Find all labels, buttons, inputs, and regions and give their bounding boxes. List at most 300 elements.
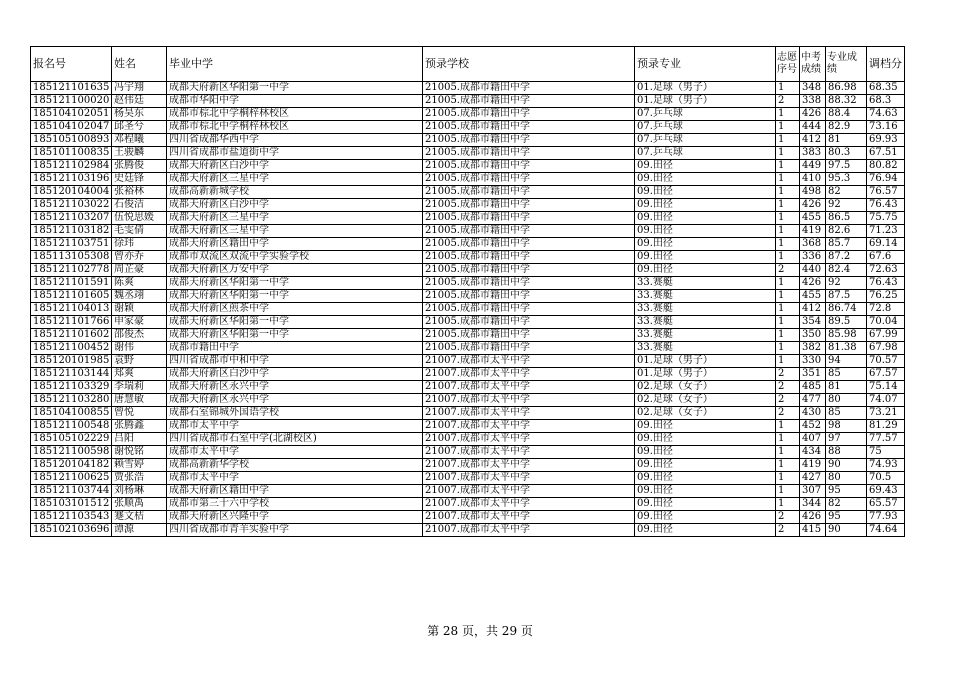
cell-graduating-school: 成都天府新区万安中学 (167, 264, 423, 277)
cell-exam-score: 440 (800, 264, 826, 277)
cell-graduating-school: 成都市太平中学 (167, 472, 423, 485)
cell-admitted-major: 09.田径 (635, 420, 776, 433)
cell-exam-score: 382 (800, 342, 826, 355)
cell-graduating-school: 成都市双流区双流中学实验学校 (167, 251, 423, 264)
cell-final-score: 67.57 (867, 368, 905, 381)
cell-admitting-school: 21007.成都市太平中学 (423, 498, 635, 511)
cell-preference-order: 1 (776, 251, 800, 264)
cell-graduating-school: 成都天府新区白沙中学 (167, 160, 423, 173)
cell-admitting-school: 21005.成都市籍田中学 (423, 329, 635, 342)
cell-admitting-school: 21005.成都市籍田中学 (423, 251, 635, 264)
cell-admitted-major: 07.乒乓球 (635, 121, 776, 134)
cell-admitted-major: 09.田径 (635, 212, 776, 225)
cell-graduating-school: 成都天府新区华阳第一中学 (167, 277, 423, 290)
cell-major-score: 82.6 (826, 225, 867, 238)
table-row (31, 238, 905, 251)
cell-preference-order: 1 (776, 212, 800, 225)
cell-preference-order: 2 (776, 368, 800, 381)
cell-exam-score: 455 (800, 212, 826, 225)
cell-exam-score: 426 (800, 108, 826, 121)
cell-admitting-school: 21005.成都市籍田中学 (423, 225, 635, 238)
cell-name: 蹇文桔 (112, 511, 167, 524)
cell-final-score: 69.43 (867, 485, 905, 498)
table-row (31, 160, 905, 173)
cell-name: 邵俊杰 (112, 329, 167, 342)
cell-admitted-major: 09.田径 (635, 238, 776, 251)
cell-final-score: 80.82 (867, 160, 905, 173)
cell-registration-number: 185104100855 (31, 407, 112, 420)
cell-admitted-major: 01.足球（男子） (635, 82, 776, 95)
cell-final-score: 74.63 (867, 108, 905, 121)
cell-final-score: 65.57 (867, 498, 905, 511)
cell-admitted-major: 33.赛艇 (635, 303, 776, 316)
cell-registration-number: 185101100835 (31, 147, 112, 160)
cell-registration-number: 185121103751 (31, 238, 112, 251)
cell-admitting-school: 21005.成都市籍田中学 (423, 173, 635, 186)
cell-admitting-school: 21005.成都市籍田中学 (423, 277, 635, 290)
table-row (31, 485, 905, 498)
cell-graduating-school: 成都天府新区华阳第一中学 (167, 329, 423, 342)
cell-preference-order: 1 (776, 303, 800, 316)
cell-admitting-school: 21007.成都市太平中学 (423, 511, 635, 524)
cell-exam-score: 410 (800, 173, 826, 186)
table-row (31, 394, 905, 407)
cell-admitted-major: 09.田径 (635, 186, 776, 199)
cell-major-score: 80 (826, 394, 867, 407)
table-row (31, 316, 905, 329)
cell-graduating-school: 成都天府新区华阳第一中学 (167, 290, 423, 303)
cell-registration-number: 185121103280 (31, 394, 112, 407)
table-row (31, 225, 905, 238)
cell-registration-number: 185121103744 (31, 485, 112, 498)
table-row (31, 368, 905, 381)
cell-name: 毛雯倩 (112, 225, 167, 238)
cell-admitted-major: 02.足球（女子） (635, 407, 776, 420)
cell-name: 谢悦铭 (112, 446, 167, 459)
cell-registration-number: 185121103207 (31, 212, 112, 225)
cell-registration-number: 185120101985 (31, 355, 112, 368)
cell-final-score: 76.25 (867, 290, 905, 303)
table-row (31, 459, 905, 472)
cell-admitted-major: 09.田径 (635, 433, 776, 446)
cell-admitted-major: 01.足球（男子） (635, 355, 776, 368)
cell-exam-score: 449 (800, 160, 826, 173)
cell-registration-number: 185121101605 (31, 290, 112, 303)
cell-admitting-school: 21005.成都市籍田中学 (423, 186, 635, 199)
cell-registration-number: 185121100598 (31, 446, 112, 459)
table-row (31, 381, 905, 394)
cell-exam-score: 307 (800, 485, 826, 498)
cell-final-score: 73.16 (867, 121, 905, 134)
cell-admitted-major: 09.田径 (635, 524, 776, 537)
cell-registration-number: 185121100548 (31, 420, 112, 433)
cell-admitted-major: 09.田径 (635, 485, 776, 498)
cell-final-score: 67.98 (867, 342, 905, 355)
cell-admitting-school: 21007.成都市太平中学 (423, 368, 635, 381)
cell-exam-score: 412 (800, 134, 826, 147)
cell-preference-order: 1 (776, 472, 800, 485)
cell-preference-order: 1 (776, 290, 800, 303)
cell-final-score: 76.57 (867, 186, 905, 199)
cell-registration-number: 185121102984 (31, 160, 112, 173)
cell-name: 魏丞翊 (112, 290, 167, 303)
cell-name: 邓程曦 (112, 134, 167, 147)
cell-exam-score: 419 (800, 459, 826, 472)
cell-exam-score: 344 (800, 498, 826, 511)
cell-preference-order: 2 (776, 95, 800, 108)
cell-name: 谭源 (112, 524, 167, 537)
cell-preference-order: 1 (776, 134, 800, 147)
cell-graduating-school: 成都市太平中学 (167, 420, 423, 433)
cell-admitting-school: 21005.成都市籍田中学 (423, 290, 635, 303)
cell-preference-order: 1 (776, 82, 800, 95)
cell-registration-number: 185105102229 (31, 433, 112, 446)
cell-admitted-major: 09.田径 (635, 264, 776, 277)
cell-exam-score: 427 (800, 472, 826, 485)
cell-admitting-school: 21005.成都市籍田中学 (423, 264, 635, 277)
cell-graduating-school: 成都天府新区兴隆中学 (167, 511, 423, 524)
cell-registration-number: 185102103696 (31, 524, 112, 537)
cell-exam-score: 430 (800, 407, 826, 420)
header-row (31, 47, 905, 82)
cell-registration-number: 185121103543 (31, 511, 112, 524)
cell-registration-number: 185120104182 (31, 459, 112, 472)
cell-registration-number: 185103101512 (31, 498, 112, 511)
cell-admitted-major: 09.田径 (635, 498, 776, 511)
cell-admitting-school: 21005.成都市籍田中学 (423, 316, 635, 329)
cell-exam-score: 330 (800, 355, 826, 368)
cell-preference-order: 2 (776, 524, 800, 537)
cell-registration-number: 185121100625 (31, 472, 112, 485)
cell-name: 冯宇翔 (112, 82, 167, 95)
cell-exam-score: 452 (800, 420, 826, 433)
cell-major-score: 88.4 (826, 108, 867, 121)
admissions-table (30, 46, 905, 537)
table-body (31, 82, 905, 537)
header-exam-score: 中考成绩 (800, 47, 826, 82)
cell-admitted-major: 02.足球（女子） (635, 394, 776, 407)
cell-major-score: 92 (826, 199, 867, 212)
cell-graduating-school: 成都天府新区白沙中学 (167, 368, 423, 381)
cell-name: 陈爽 (112, 277, 167, 290)
cell-major-score: 87.5 (826, 290, 867, 303)
cell-name: 周芷豪 (112, 264, 167, 277)
cell-exam-score: 351 (800, 368, 826, 381)
cell-registration-number: 185121104013 (31, 303, 112, 316)
cell-admitting-school: 21005.成都市籍田中学 (423, 95, 635, 108)
cell-final-score: 68.35 (867, 82, 905, 95)
cell-name: 张腾鑫 (112, 420, 167, 433)
cell-preference-order: 1 (776, 329, 800, 342)
cell-major-score: 81.38 (826, 342, 867, 355)
cell-graduating-school: 成都高新新城学校 (167, 186, 423, 199)
cell-graduating-school: 四川省成都市石室中学(北湖校区) (167, 433, 423, 446)
cell-preference-order: 2 (776, 407, 800, 420)
cell-name: 史廷锋 (112, 173, 167, 186)
cell-major-score: 97 (826, 433, 867, 446)
cell-admitted-major: 33.赛艇 (635, 277, 776, 290)
cell-major-score: 82 (826, 498, 867, 511)
cell-final-score: 67.51 (867, 147, 905, 160)
cell-preference-order: 1 (776, 108, 800, 121)
cell-registration-number: 185121103144 (31, 368, 112, 381)
cell-major-score: 95 (826, 485, 867, 498)
cell-major-score: 95.3 (826, 173, 867, 186)
cell-admitted-major: 09.田径 (635, 511, 776, 524)
cell-name: 王骏麟 (112, 147, 167, 160)
cell-graduating-school: 四川省成都华西中学 (167, 134, 423, 147)
cell-graduating-school: 成都市太平中学 (167, 446, 423, 459)
header-graduating-school: 毕业中学 (167, 47, 423, 82)
cell-admitted-major: 33.赛艇 (635, 329, 776, 342)
cell-name: 石俊洁 (112, 199, 167, 212)
cell-name: 徐玮 (112, 238, 167, 251)
cell-final-score: 75.14 (867, 381, 905, 394)
cell-registration-number: 185121103022 (31, 199, 112, 212)
table-row (31, 186, 905, 199)
cell-major-score: 92 (826, 277, 867, 290)
cell-preference-order: 1 (776, 199, 800, 212)
cell-final-score: 77.93 (867, 511, 905, 524)
cell-preference-order: 1 (776, 420, 800, 433)
cell-exam-score: 444 (800, 121, 826, 134)
cell-graduating-school: 成都市棕北中学桐梓林校区 (167, 108, 423, 121)
cell-major-score: 82.4 (826, 264, 867, 277)
cell-name: 张腾俊 (112, 160, 167, 173)
cell-admitting-school: 21007.成都市太平中学 (423, 524, 635, 537)
cell-exam-score: 455 (800, 290, 826, 303)
cell-final-score: 68.3 (867, 95, 905, 108)
header-major-score: 专业成绩 (826, 47, 867, 82)
cell-exam-score: 426 (800, 277, 826, 290)
cell-name: 曾悦 (112, 407, 167, 420)
table-row (31, 108, 905, 121)
cell-name: 唐慧敏 (112, 394, 167, 407)
cell-major-score: 97.5 (826, 160, 867, 173)
cell-final-score: 69.14 (867, 238, 905, 251)
cell-preference-order: 1 (776, 121, 800, 134)
cell-preference-order: 1 (776, 498, 800, 511)
cell-final-score: 75.75 (867, 212, 905, 225)
cell-admitting-school: 21005.成都市籍田中学 (423, 199, 635, 212)
cell-admitted-major: 33.赛艇 (635, 316, 776, 329)
table-row (31, 251, 905, 264)
cell-final-score: 73.21 (867, 407, 905, 420)
cell-preference-order: 1 (776, 355, 800, 368)
table-row (31, 524, 905, 537)
cell-admitted-major: 09.田径 (635, 446, 776, 459)
table-row (31, 498, 905, 511)
cell-graduating-school: 成都市华阳中学 (167, 95, 423, 108)
cell-major-score: 94 (826, 355, 867, 368)
cell-graduating-school: 成都天府新区白沙中学 (167, 199, 423, 212)
cell-graduating-school: 成都天府新区华阳第一中学 (167, 82, 423, 95)
cell-preference-order: 1 (776, 238, 800, 251)
cell-exam-score: 426 (800, 199, 826, 212)
cell-admitting-school: 21005.成都市籍田中学 (423, 160, 635, 173)
cell-admitting-school: 21007.成都市太平中学 (423, 472, 635, 485)
cell-name: 张裕林 (112, 186, 167, 199)
cell-exam-score: 485 (800, 381, 826, 394)
cell-registration-number: 185121100452 (31, 342, 112, 355)
cell-exam-score: 354 (800, 316, 826, 329)
cell-major-score: 86.5 (826, 212, 867, 225)
cell-admitted-major: 07.乒乓球 (635, 108, 776, 121)
cell-admitting-school: 21007.成都市太平中学 (423, 394, 635, 407)
cell-admitted-major: 09.田径 (635, 459, 776, 472)
cell-final-score: 70.57 (867, 355, 905, 368)
cell-preference-order: 1 (776, 225, 800, 238)
cell-exam-score: 350 (800, 329, 826, 342)
cell-final-score: 72.8 (867, 303, 905, 316)
table-row (31, 277, 905, 290)
cell-graduating-school: 成都市棕北中学桐梓林校区 (167, 121, 423, 134)
table-row (31, 95, 905, 108)
cell-final-score: 69.93 (867, 134, 905, 147)
cell-final-score: 70.5 (867, 472, 905, 485)
cell-registration-number: 185121101591 (31, 277, 112, 290)
cell-name: 杨昊东 (112, 108, 167, 121)
cell-exam-score: 336 (800, 251, 826, 264)
cell-final-score: 72.63 (867, 264, 905, 277)
cell-final-score: 74.93 (867, 459, 905, 472)
cell-exam-score: 498 (800, 186, 826, 199)
cell-registration-number: 185121103329 (31, 381, 112, 394)
cell-registration-number: 185121100020 (31, 95, 112, 108)
cell-admitted-major: 09.田径 (635, 160, 776, 173)
table-row (31, 290, 905, 303)
cell-registration-number: 185104102047 (31, 121, 112, 134)
table-row (31, 303, 905, 316)
header-preference-order: 志愿序号 (776, 47, 800, 82)
cell-major-score: 81 (826, 134, 867, 147)
cell-admitting-school: 21007.成都市太平中学 (423, 420, 635, 433)
cell-admitting-school: 21007.成都市太平中学 (423, 407, 635, 420)
header-final-score: 调档分 (867, 47, 905, 82)
cell-exam-score: 348 (800, 82, 826, 95)
cell-preference-order: 2 (776, 394, 800, 407)
cell-preference-order: 1 (776, 446, 800, 459)
cell-graduating-school: 成都天府新区三星中学 (167, 173, 423, 186)
cell-graduating-school: 成都高新新华学校 (167, 459, 423, 472)
table-row (31, 342, 905, 355)
header-admitting-school: 预录学校 (423, 47, 635, 82)
cell-admitted-major: 02.足球（女子） (635, 381, 776, 394)
cell-graduating-school: 成都石室锦城外国语学校 (167, 407, 423, 420)
cell-admitted-major: 09.田径 (635, 251, 776, 264)
cell-name: 曾亦乔 (112, 251, 167, 264)
cell-admitted-major: 07.乒乓球 (635, 134, 776, 147)
table-row (31, 147, 905, 160)
cell-admitted-major: 01.足球（男子） (635, 95, 776, 108)
cell-preference-order: 1 (776, 459, 800, 472)
cell-final-score: 76.43 (867, 199, 905, 212)
table-row (31, 472, 905, 485)
cell-admitting-school: 21005.成都市籍田中学 (423, 212, 635, 225)
cell-exam-score: 383 (800, 147, 826, 160)
cell-name: 邱圣兮 (112, 121, 167, 134)
cell-graduating-school: 成都天府新区籍田中学 (167, 238, 423, 251)
cell-admitted-major: 07.乒乓球 (635, 147, 776, 160)
cell-graduating-school: 成都天府新区华阳第一中学 (167, 316, 423, 329)
cell-preference-order: 2 (776, 381, 800, 394)
table-row (31, 173, 905, 186)
cell-name: 袁野 (112, 355, 167, 368)
cell-preference-order: 1 (776, 173, 800, 186)
cell-graduating-school: 四川省成都市盐道街中学 (167, 147, 423, 160)
cell-registration-number: 185104102051 (31, 108, 112, 121)
cell-name: 谢颖 (112, 303, 167, 316)
cell-exam-score: 419 (800, 225, 826, 238)
cell-final-score: 71.23 (867, 225, 905, 238)
table-row (31, 264, 905, 277)
cell-preference-order: 1 (776, 277, 800, 290)
cell-major-score: 87.2 (826, 251, 867, 264)
cell-admitting-school: 21007.成都市太平中学 (423, 446, 635, 459)
cell-admitting-school: 21005.成都市籍田中学 (423, 303, 635, 316)
cell-graduating-school: 成都天府新区永兴中学 (167, 394, 423, 407)
cell-registration-number: 185121103182 (31, 225, 112, 238)
table-row (31, 82, 905, 95)
cell-registration-number: 185121101635 (31, 82, 112, 95)
cell-admitting-school: 21007.成都市太平中学 (423, 381, 635, 394)
cell-registration-number: 185113105308 (31, 251, 112, 264)
cell-name: 张顺禹 (112, 498, 167, 511)
cell-preference-order: 1 (776, 186, 800, 199)
cell-preference-order: 1 (776, 485, 800, 498)
cell-preference-order: 1 (776, 433, 800, 446)
cell-registration-number: 185120104004 (31, 186, 112, 199)
cell-final-score: 77.57 (867, 433, 905, 446)
cell-major-score: 80.3 (826, 147, 867, 160)
cell-exam-score: 477 (800, 394, 826, 407)
cell-major-score: 85.98 (826, 329, 867, 342)
cell-name: 谢伟 (112, 342, 167, 355)
cell-exam-score: 426 (800, 511, 826, 524)
cell-major-score: 82 (826, 186, 867, 199)
page-footer: 第 28 页，共 29 页 (427, 624, 533, 638)
cell-admitted-major: 09.田径 (635, 199, 776, 212)
cell-registration-number: 185121103196 (31, 173, 112, 186)
cell-graduating-school: 四川省成都市青羊实验中学 (167, 524, 423, 537)
cell-admitting-school: 21005.成都市籍田中学 (423, 108, 635, 121)
cell-final-score: 74.07 (867, 394, 905, 407)
cell-admitting-school: 21007.成都市太平中学 (423, 433, 635, 446)
header-admitted-major: 预录专业 (635, 47, 776, 82)
cell-exam-score: 407 (800, 433, 826, 446)
cell-name: 赵伟廷 (112, 95, 167, 108)
cell-admitting-school: 21005.成都市籍田中学 (423, 238, 635, 251)
cell-preference-order: 1 (776, 147, 800, 160)
cell-major-score: 88 (826, 446, 867, 459)
table-row (31, 407, 905, 420)
cell-registration-number: 185121101766 (31, 316, 112, 329)
header-name: 姓名 (112, 47, 167, 82)
cell-major-score: 88.32 (826, 95, 867, 108)
table-row (31, 212, 905, 225)
cell-preference-order: 2 (776, 264, 800, 277)
table-row (31, 446, 905, 459)
cell-major-score: 85 (826, 368, 867, 381)
cell-major-score: 85.7 (826, 238, 867, 251)
cell-major-score: 86.74 (826, 303, 867, 316)
cell-major-score: 90 (826, 524, 867, 537)
cell-admitting-school: 21007.成都市太平中学 (423, 459, 635, 472)
cell-graduating-school: 成都市第三十六中学校 (167, 498, 423, 511)
cell-graduating-school: 成都天府新区籍田中学 (167, 485, 423, 498)
table-row (31, 134, 905, 147)
cell-name: 郑爽 (112, 368, 167, 381)
